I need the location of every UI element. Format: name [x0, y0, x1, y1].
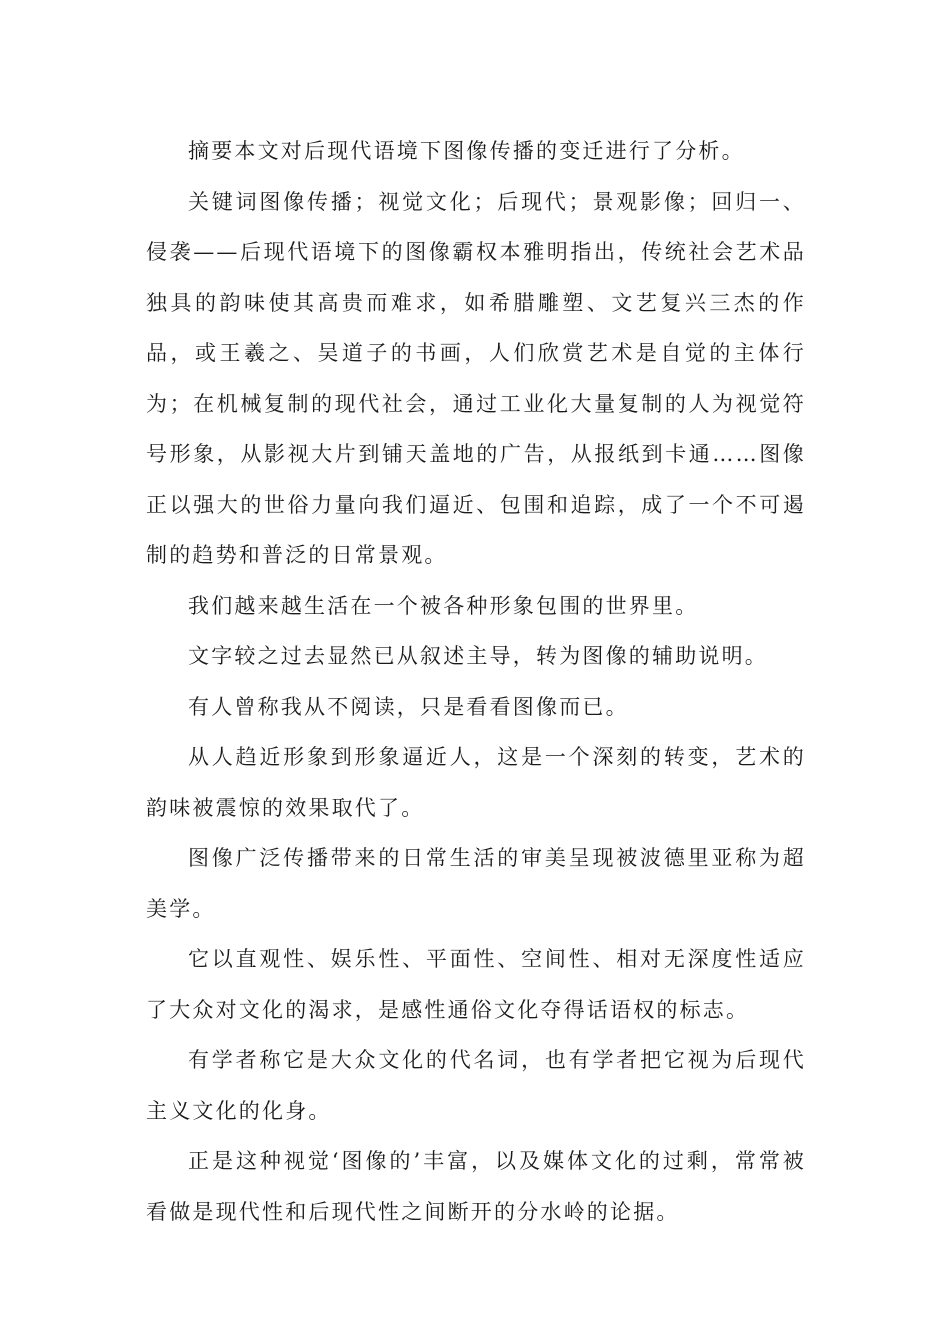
- keywords-paragraph: 关键词图像传播；视觉文化；后现代；景观影像；回归一、侵袭——后现代语境下的图像霸权本雅明指出，传统社会艺术品独具的韵味使其高贵而难求，如希腊雕塑、文艺复兴三杰的作品，或王羲之、吴道子的书画，人们欣赏艺术是自觉的主体行为；在机械复制的现代社会，通过工业化大量复制的人为视觉符号形象，从影视大片到铺天盖地的广告，从报纸到卡通……图像正以强大的世俗力量向我们逼近、包围和追踪，成了一个不可遏制的趋势和普泛的日常景观。: [146, 189, 806, 567]
- body-paragraph: 有人曾称我从不阅读，只是看看图像而已。: [188, 694, 629, 719]
- document-body: [146, 126, 806, 1237]
- body-paragraph: 我们越来越生活在一个被各种形象包围的世界里。: [188, 593, 699, 618]
- body-paragraph: 正是这种视觉‘图像的’丰富，以及媒体文化的过剩，常常被看做是现代性和后现代性之间断开的分水岭的论据。: [146, 1149, 806, 1224]
- body-paragraph: 图像广泛传播带来的日常生活的审美呈现被波德里亚称为超美学。: [146, 846, 806, 921]
- abstract-paragraph: 摘要本文对后现代语境下图像传播的变迁进行了分析。: [188, 139, 745, 163]
- body-paragraph: 有学者称它是大众文化的代名词，也有学者把它视为后现代主义文化的化身。: [146, 1048, 806, 1123]
- body-paragraph: 文字较之过去显然已从叙述主导，转为图像的辅助说明。: [188, 644, 768, 668]
- body-paragraph: 它以直观性、娱乐性、平面性、空间性、相对无深度性适应了大众对文化的渴求，是感性通俗文化夺得话语权的标志。: [146, 947, 806, 1022]
- body-paragraph: 从人趋近形象到形象逼近人，这是一个深刻的转变，艺术的韵味被震惊的效果取代了。: [146, 745, 806, 820]
